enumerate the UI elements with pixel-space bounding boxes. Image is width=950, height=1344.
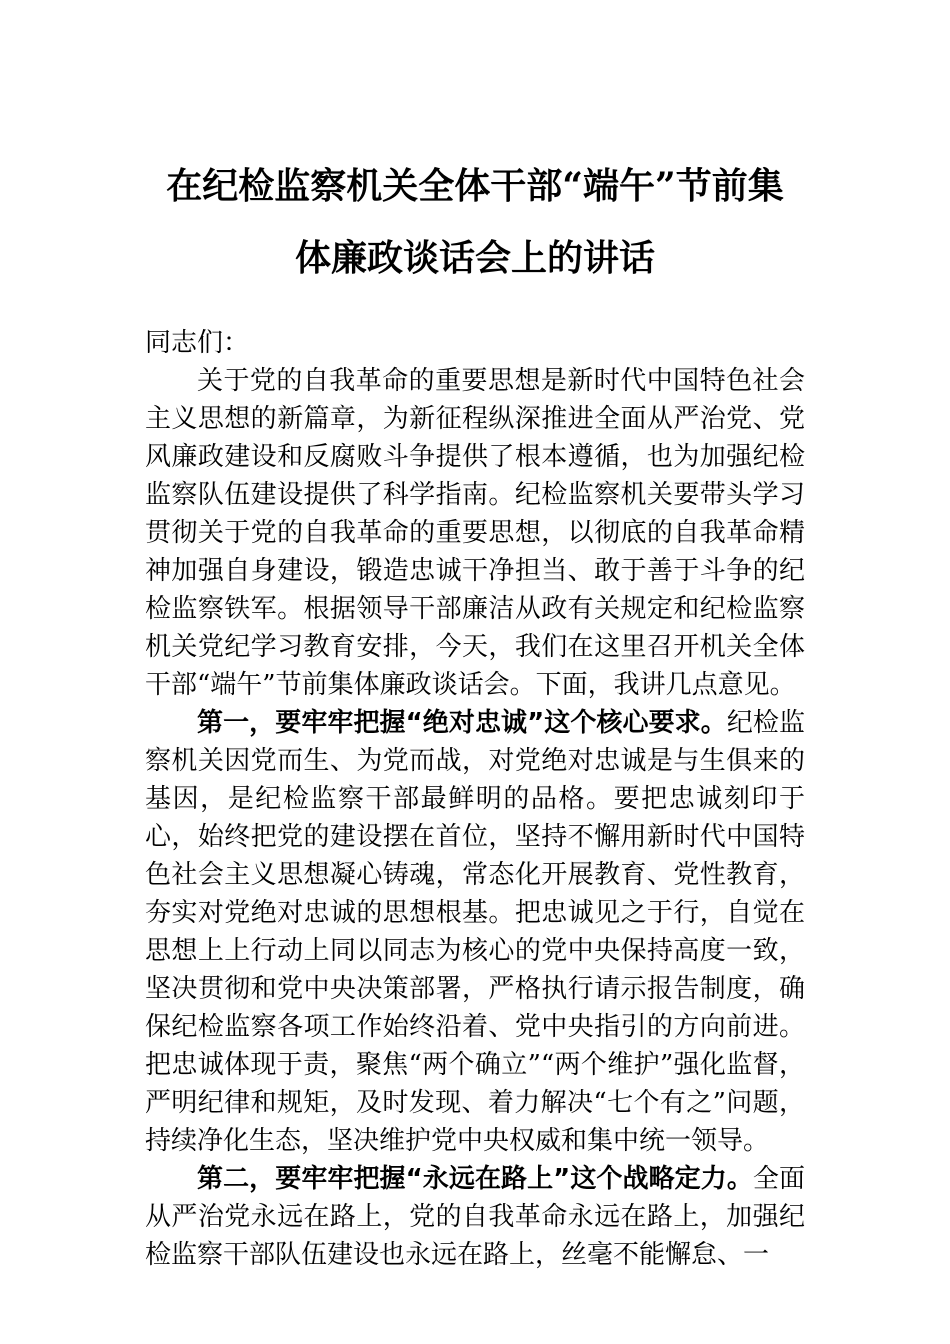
intro-paragraph: 关于党的自我革命的重要思想是新时代中国特色社会主义思想的新篇章，为新征程纵深推进全面从严治党、党风廉政建设和反腐败斗争提供了根本遵循，也为加强纪检监察队伍建设提供了科学指南。纪检监察机关要带头学习贯彻关于党的自我革命的重要思想，以彻底的自我革命精神加强自身建设，锻造忠诚干净担当、敢于善于斗争的纪检监察铁军。根据领导干部廉洁从政有关规定和纪检监察机关党纪学习教育安排，今天，我们在这里召开机关全体干部“端午”节前集体廉政谈话会。下面，我讲几点意见。 [145, 366, 805, 700]
document-body [145, 324, 805, 1274]
section-2-text: 全面从严治党永远在路上，党的自我革命永远在路上，加强纪检监察干部队伍建设也永远在路上，丝毫不能懈怠、一 [145, 1164, 805, 1270]
document-title [145, 150, 805, 294]
salutation: 同志们： [145, 328, 250, 358]
section-1-paragraph [145, 704, 805, 1160]
section-1-text: 纪检监察机关因党而生、为党而战，对党绝对忠诚是与生俱来的基因，是纪检监察干部最鲜明的品格。要把忠诚刻印于心，始终把党的建设摆在首位，坚持不懈用新时代中国特色社会主义思想凝心铸魂，常态化开展教育、党性教育，夯实对党绝对忠诚的思想根基。把忠诚见之于行，自觉在思想上上行动上同以同志为核心的党中央保持高度一致，坚决贯彻和党中央决策部署，严格执行请示报告制度，确保纪检监察各项工作始终沿着、党中央指引的方向前进。把忠诚体现于责，聚焦“两个确立”“两个维护”强化监督，严明纪律和规矩，及时发现、着力解决“七个有之”问题，持续净化生态，坚决维护党中央权威和集中统一领导。 [145, 708, 805, 1156]
title-line-2: 体廉政谈话会上的讲话 [294, 237, 655, 279]
section-2-heading: 第二，要牢牢把握“永远在路上”这个战略定力。 [197, 1164, 753, 1194]
section-1-heading: 第一，要牢牢把握“绝对忠诚”这个核心要求。 [197, 708, 727, 738]
title-line-1: 在纪检监察机关全体干部“端午”节前集 [166, 165, 784, 207]
section-2-paragraph [145, 1160, 805, 1274]
